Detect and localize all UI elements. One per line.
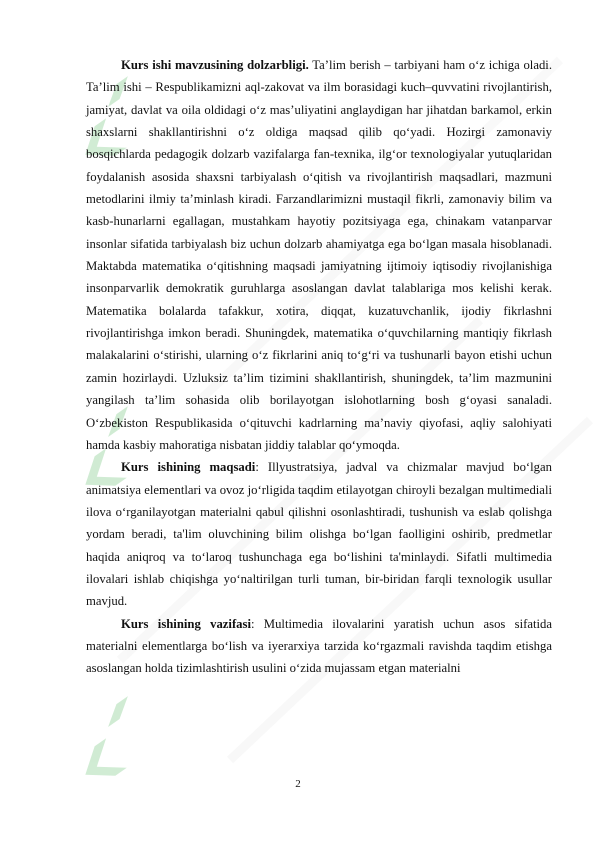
page-number: 2 [295,778,301,790]
paragraph-heading: Kurs ishining maqsadi [121,460,256,475]
paragraph-relevance [86,54,552,456]
paragraph-body: Ta’lim berish – tarbiyani ham o‘z ichiga oladi. Ta’lim ishi – Respublikamizni aql-zakovat va ilm borasidagi kuch–quvvatini rivojlantirish, jamiyat, davlat va oila oldidagi o‘z mas’uliyatini anglaydigan har jihatdan barkamol, erkin shaxslarni shakllantirishni o‘z oldiga maqsad qilib qo‘yadi. Hozirgi zamonaviy bosqichlarda pedagogik dolzarb vazifalarga fan-texnika, ilg‘or texnologiyalar yutuqlaridan foydalanish asosida shaxsni tarbiyalash o‘qitish va rivojlantirish maqsadlari, mazmuni metodlarini ilmiy ta’minlash kiradi. Farzandlarimizni mustaqil fikrli, zamonaviy bilim va kasb-hunarlarni egallagan, mustahkam hayotiy pozitsiyaga ega, chinakam vatanparvar insonlar sifatida tarbiyalash biz uchun dolzarb ahamiyatga ega bo‘lgan masala hisoblanadi. Maktabda matematika o‘qitishning maqsadi jamiyatning ijtimoiy iqtisodiy rivojlanishiga insonparvarlik demokratik guruhlarga asoslangan davlat talablariga mos kelishi kerak. Matematika bolalarda tafakkur, xotira, diqqat, kuzatuvchanlik, ijodiy fikrlashni rivojlantirishga imkon beradi. Shuningdek, matematika o‘quvchilarning mantiqiy fikrlash malakalarini o‘stirishi, ularning o‘z fikrlarini aniq to‘g‘ri va tushunarli bayon etishi uchun zamin hozirlaydi. Uzluksiz ta’lim tizimini shakllantirish, shuningdek, ta’lim mazmunini yangilash ta’lim sohasida olib borilayotgan islohotlarning bosh g‘oyasi sanaladi. O‘zbekiston Respublikasida o‘qituvchi kadrlarning ma’naviy qiyofasi, aqliy salohiyati hamda kasbiy mahoratiga nisbatan jiddiy talablar qo‘ymoqda. [86,58,552,452]
paragraph-body: : Illyustratsiya, jadval va chizmalar mavjud bo‘lgan animatsiya elementlari va ovoz jo‘rligida taqdim etilayotgan chiroyli bezalgan multimediali ilova o‘rganilayotgan materialni qabul qilishni osonlashtiradi, tushunish va eslab qolishga yordam beradi, ta'lim oluvchining bilim olishga bo‘lgan faolligini oshirib, predmetlar haqida aniqroq va to‘laroq tushunchaga ega bo‘lishini ta'minlaydi. Sifatli multimedia ilovalari ishlab chiqishga yo‘naltirilgan turli tuman, bir-biridan farqli texnologik usullar mavjud. [86,460,552,609]
paragraph-heading: Kurs ishi mavzusining dolzarbligi. [121,58,309,72]
paragraph-body: : Multimedia ilovalarini yaratish uchun asos sifatida materialni elementlarga bo‘lish va iyerarxiya tarzida ko‘rgazmali ravishda taqdim etishga asoslangan holda tizimlashtirish usulini o‘zida mujassam etgan materialni [86,616,552,676]
paragraph-goal [86,456,552,612]
watermark-glyph-bottom [62,696,161,789]
paragraph-heading: Kurs ishining vazifasi [121,616,251,631]
paragraph-tasks [86,613,552,680]
body-text [86,54,552,680]
